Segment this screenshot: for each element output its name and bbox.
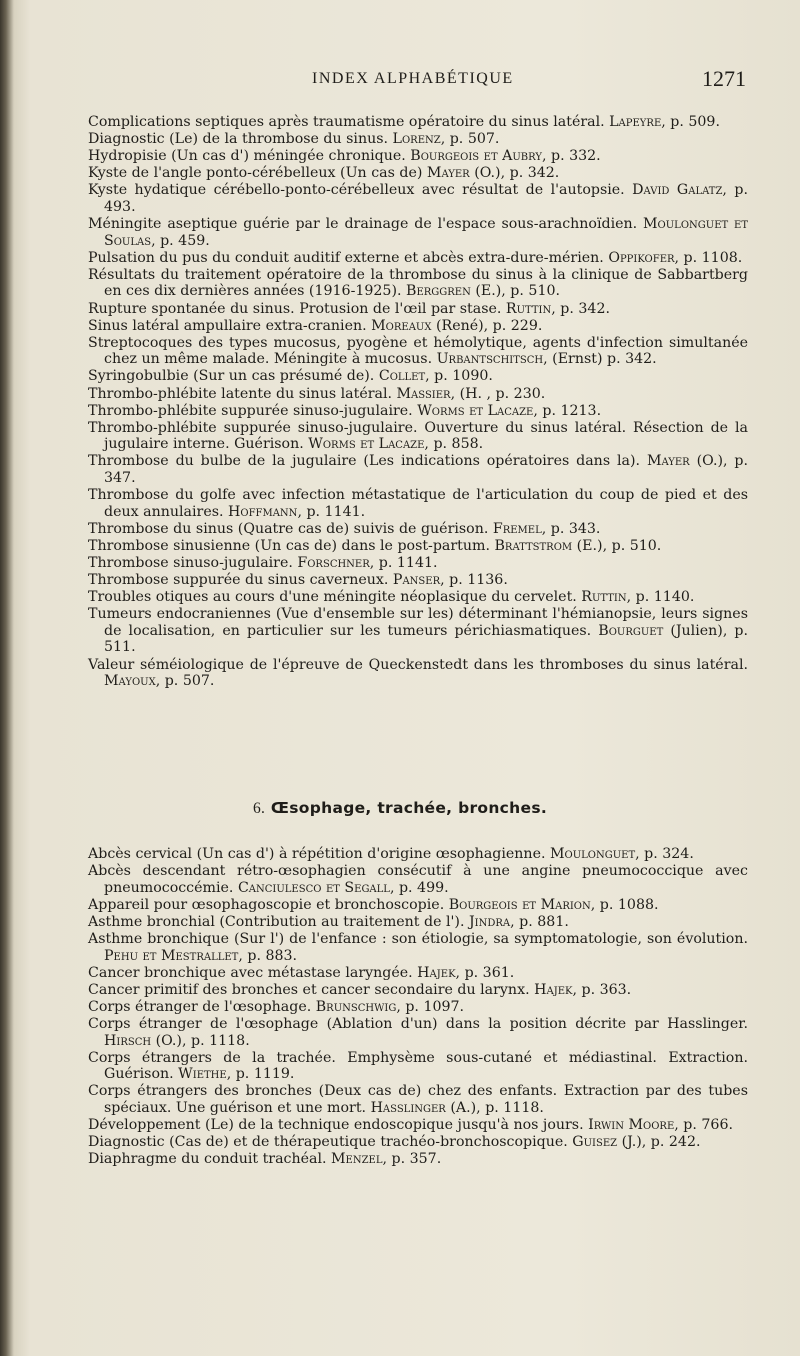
entry-author: Wiethe [178, 1066, 227, 1083]
index-entry [88, 165, 748, 182]
entry-reference: (A.), p. 1118. [445, 1099, 544, 1116]
entry-text: Kyste de l'angle ponto-cérébelleux (Un cas de) [88, 165, 427, 182]
entry-text: Sinus latéral ampullaire extra-cranien. [88, 317, 372, 334]
entry-author: Berggren [406, 283, 471, 300]
entry-text: Pulsation du pus du conduit auditif externe et abcès extra-dure-mérien. [88, 249, 609, 266]
entry-reference: , p. 332. [541, 148, 601, 165]
entry-reference: , p. 1090. [425, 368, 493, 385]
entry-reference: , p. 1097. [396, 998, 465, 1015]
entry-reference: , p. 1119. [226, 1066, 295, 1083]
entry-reference: , p. 858. [424, 436, 484, 453]
index-entry [88, 453, 748, 486]
entry-author: Hoffmann [228, 503, 298, 520]
entry-author: Moulonguet et Soulas [104, 216, 748, 249]
entry-reference: , (Ernst) p. 342. [543, 351, 657, 368]
index-entry [88, 931, 748, 964]
entry-reference: , p. 361. [455, 964, 515, 981]
entry-reference: (E.), p. 510. [470, 283, 561, 300]
entry-text: Corps étrangers des bronches (Deux cas de) chez des enfants. Extraction par des tubes spéciaux. Une guérison et une mort. [88, 1083, 748, 1116]
entry-text: Abcès descendant rétro-œsophagien consécutif à une angine pneumococcique avec pneumococcémie. [88, 863, 748, 896]
entry-reference: (O.), p. 342. [469, 165, 560, 182]
entry-reference: , p. 343. [541, 520, 601, 537]
section-heading [0, 799, 800, 818]
entry-reference: (René), p. 229. [431, 317, 543, 334]
entry-author: Lorenz [392, 131, 441, 148]
index-entry [88, 846, 748, 863]
entry-author: Hirsch [104, 1032, 152, 1049]
entry-author: Ruttin [505, 300, 552, 317]
entry-reference: , p. 459. [151, 232, 210, 249]
entry-author: Massier [396, 385, 451, 402]
entry-text: Asthme bronchial (Contribution au traitement de l'). [88, 913, 469, 930]
entry-text: Abcès cervical (Un cas d') à répétition d'origine œsophagienne. [88, 846, 550, 862]
entry-author: Hajek [417, 964, 456, 981]
index-entry [88, 863, 748, 896]
index-entry [88, 403, 748, 420]
entry-reference: , p. 1213. [533, 402, 602, 419]
entry-text: Tumeurs endocraniennes (Vue d'ensemble sur les) déterminant l'hémianopsie, leurs signes de localisation, en particulier sur les tumeurs périchiasmatiques. [88, 606, 748, 639]
running-title: INDEX ALPHABÉTIQUE [312, 70, 514, 87]
entry-reference: , p. 1141. [297, 503, 366, 520]
entry-author: Forschner [297, 554, 370, 571]
entry-text: Kyste hydatique cérébello-ponto-cérébelleux avec résultat de l'autopsie. [88, 182, 633, 199]
entry-author: Moreaux [371, 317, 432, 334]
index-entry [88, 267, 748, 300]
entry-text: Thrombo-phlébite latente du sinus latéral. [88, 385, 397, 402]
entry-text: Thrombose suppurée du sinus caverneux. [88, 572, 393, 589]
entry-text: Thrombose du golfe avec infection métastatique de l'articulation du coup de pied et des deux annulaires. [88, 487, 748, 520]
entry-text: Corps étrangers de la trachée. Emphysème sous-cutané et médiastinal. Extraction. Guérison. [88, 1049, 748, 1083]
entry-text: Méningite aseptique guérie par le drainage de l'espace sous-arachnoïdien. [88, 216, 644, 233]
index-entry [88, 965, 748, 982]
entry-reference: (J.), p. 242. [617, 1134, 701, 1151]
section-heading-number: 6. [252, 800, 266, 817]
index-entry [88, 1050, 748, 1083]
entry-author: Jindra [469, 913, 511, 930]
entry-text: Thrombose du sinus (Quatre cas de) suivis de guérison. [88, 520, 493, 537]
entry-author: Mayer [646, 453, 690, 470]
entry-author: Hasslinger [370, 1099, 446, 1116]
entry-text: Cancer primitif des bronches et cancer secondaire du larynx. [88, 981, 535, 998]
index-entry [88, 335, 748, 368]
entry-author: Hajek [534, 981, 573, 998]
index-entry [88, 131, 748, 148]
entry-text: Thrombose sinusienne (Un cas de) dans le post-partum. [88, 537, 495, 554]
entry-reference: (E.), p. 510. [572, 537, 662, 554]
index-entry [88, 318, 748, 335]
index-entry [88, 1083, 748, 1116]
entry-author: Mayer [426, 165, 470, 182]
entry-reference: , p. 499. [389, 879, 449, 896]
entry-reference: , p. 883. [238, 947, 298, 964]
entry-text: Résultats du traitement opératoire de la thrombose du sinus à la clinique de Sabbartberg en ces dix dernières années (1916-1925). [88, 266, 748, 300]
index-entry [88, 386, 748, 403]
index-entry [88, 606, 748, 656]
entry-text: Thrombose sinuso-jugulaire. [88, 554, 298, 571]
entry-text: Thrombose du bulbe de la jugulaire (Les indications opératoires dans la). [88, 453, 647, 470]
entry-reference: , p. 1140. [626, 589, 695, 606]
entry-author: Guisez [572, 1134, 618, 1151]
entry-text: Thrombo-phlébite suppurée sinuso-jugulaire. Ouverture du sinus latéral. Résection de la jugulaire interne. Guérison. [88, 419, 748, 453]
index-entry [88, 897, 748, 914]
entry-text: Thrombo-phlébite suppurée sinuso-jugulaire. [88, 402, 418, 419]
entry-author: Fremel [492, 520, 542, 537]
entry-author: Bourgeois et Marion [448, 896, 591, 913]
entry-author: Pehu et Mestrallet [104, 947, 239, 964]
entry-author: Bourguet [598, 622, 664, 639]
index-entry [88, 182, 748, 215]
page-number: 1271 [702, 66, 746, 91]
entry-reference: , p. 342. [551, 300, 610, 317]
entry-text: Corps étranger de l'œsophage. [88, 998, 316, 1015]
entry-text: Développement (Le) de la technique endoscopique jusqu'à nos jours. [88, 1117, 589, 1133]
index-entry [88, 1117, 748, 1134]
index-entry [88, 521, 748, 538]
entry-text: Corps étranger de l'œsophage (Ablation d'un) dans la position décrite par Hasslinger. [88, 1015, 748, 1032]
index-entry [88, 368, 748, 385]
entry-reference: , p. 1088. [590, 896, 659, 913]
entry-text: Diagnostic (Le) de la thrombose du sinus. [88, 131, 393, 148]
entry-author: Irwin Moore [588, 1117, 675, 1133]
index-entry [88, 572, 748, 589]
index-entry [88, 1151, 748, 1168]
entry-reference: (O.), p. 347. [104, 453, 748, 486]
index-entry [88, 538, 748, 555]
index-entry [88, 1016, 748, 1049]
entry-reference: , p. 509. [661, 114, 720, 130]
entry-text: Syringobulbie (Sur un cas présumé de). [88, 368, 379, 385]
entry-text: Rupture spontanée du sinus. Protusion de l'œil par stase. [88, 300, 506, 317]
entry-author: Oppikofer [608, 249, 675, 266]
entry-reference: , p. 507. [155, 673, 215, 690]
index-entry [88, 114, 748, 131]
index-entry [88, 555, 748, 572]
index-entry [88, 914, 748, 931]
entry-text: Hydropisie (Un cas d') méningée chronique. [88, 148, 411, 165]
entry-author: Canciulesco et Segall [237, 879, 390, 896]
entry-author: Worms et Lacaze [308, 436, 425, 453]
entry-author: Bourgeois et Aubry [410, 148, 542, 165]
entry-author: Brunschwig [315, 998, 397, 1015]
entry-author: Urbantschitsch [436, 351, 544, 368]
entry-text: Diaphragme du conduit trachéal. [88, 1151, 332, 1168]
entry-reference: , p. 507. [440, 131, 500, 148]
entry-text: Streptocoques des types mucosus, pyogène et hémolytique, agents d'infection simultanée chez un même malade. Méningite à mucosus. [88, 334, 748, 368]
entry-reference: , p. 1108. [674, 249, 743, 266]
entry-reference: , p. 1141. [369, 554, 438, 571]
entry-reference: , p. 357. [382, 1151, 442, 1168]
entry-text: Asthme bronchique (Sur l') de l'enfance : son étiologie, sa symptomatologie, son évolution. [88, 930, 748, 947]
index-entry [88, 301, 748, 318]
entry-text: Troubles otiques au cours d'une méningite néoplasique du cervelet. [88, 589, 582, 606]
index-entry [88, 216, 748, 249]
entry-reference: , p. 881. [510, 913, 569, 930]
index-entry [88, 657, 748, 690]
entry-author: Panser [392, 572, 441, 589]
entry-text: Appareil pour œsophagoscopie et bronchoscopie. [88, 896, 449, 913]
index-entry [88, 250, 748, 267]
index-entry [88, 487, 748, 520]
entry-reference: , p. 493. [104, 182, 748, 215]
entry-author: Worms et Lacaze [417, 402, 534, 419]
index-entry [88, 999, 748, 1016]
page-header [0, 66, 800, 96]
section-heading-title: Œsophage, trachée, bronches. [270, 799, 548, 817]
entry-reference: (Julien), p. 511. [104, 622, 749, 656]
entry-text: Diagnostic (Cas de) et de thérapeutique trachéo-bronchoscopique. [88, 1134, 573, 1151]
entry-author: Moulonguet [549, 846, 636, 862]
entry-author: Brattstrom [494, 537, 573, 554]
entry-author: Collet [378, 368, 426, 385]
entry-reference: , p. 324. [635, 846, 694, 862]
entry-author: Ruttin [581, 589, 627, 606]
entry-reference: (O.), p. 1118. [151, 1032, 250, 1049]
entry-reference: , p. 766. [674, 1117, 733, 1133]
entry-author: Menzel [331, 1151, 383, 1168]
entry-reference: , p. 1136. [440, 572, 508, 589]
index-entry [88, 589, 748, 606]
index-entry [88, 982, 748, 999]
index-entry [88, 148, 748, 165]
index-entry [88, 1134, 748, 1151]
entry-author: Lapeyre [609, 114, 662, 130]
index-entries-sinus [88, 114, 748, 690]
entry-reference: , (H. , p. 230. [450, 385, 546, 402]
entry-author: Mayoux [104, 673, 156, 690]
entry-text: Complications septiques après traumatisme opératoire du sinus latéral. [88, 114, 610, 130]
entry-author: David Galatz [632, 182, 723, 199]
entry-text: Cancer bronchique avec métastase laryngée. [88, 964, 418, 981]
entry-reference: , p. 363. [572, 981, 632, 998]
index-entries-oesophage [88, 846, 748, 1168]
entry-text: Valeur séméiologique de l'épreuve de Queckenstedt dans les thromboses du sinus latéral. [88, 656, 748, 673]
index-entry [88, 420, 748, 453]
